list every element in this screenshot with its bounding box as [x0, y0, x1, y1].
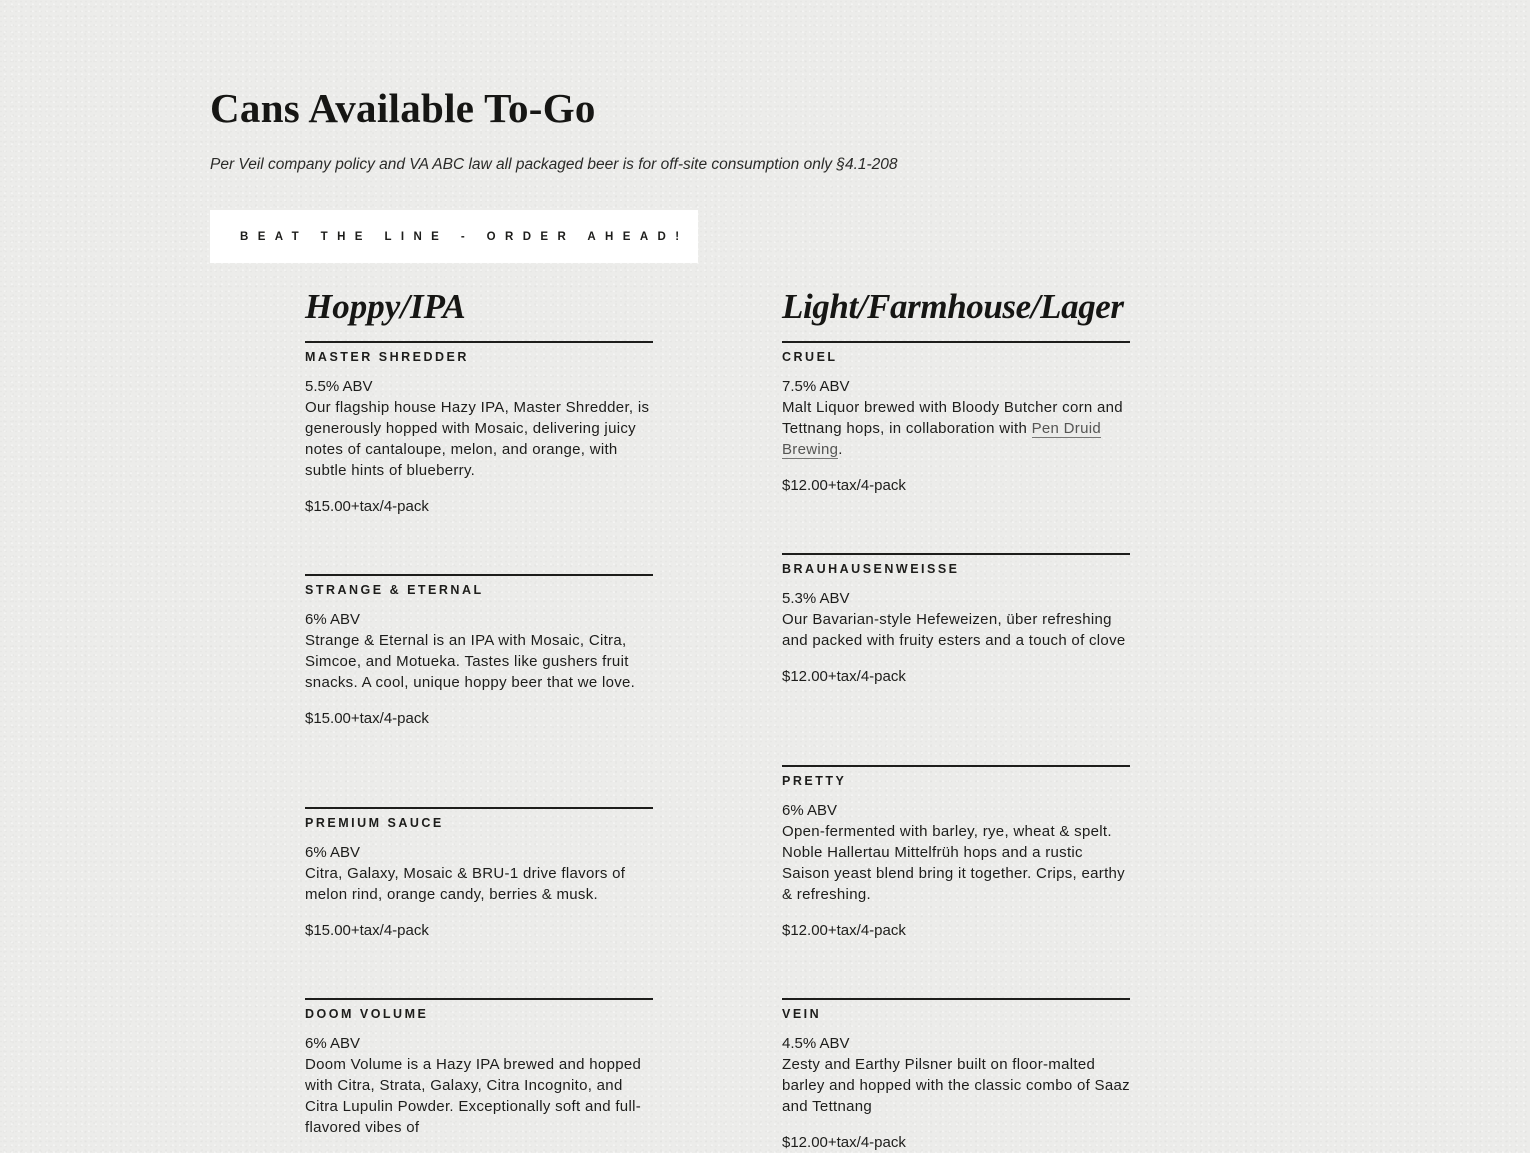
column-heading: Hoppy/IPA [305, 287, 466, 326]
column-heading: Light/Farmhouse/Lager [782, 287, 1124, 326]
beer-price: $12.00+tax/4-pack [782, 477, 906, 494]
beer-description-text: Malt Liquor brewed with Bloody Butcher corn and Tettnang hops, in collaboration with [782, 399, 1123, 437]
beer-item [305, 807, 653, 998]
beer-description: Our Bavarian-style Hefeweizen, über refreshing and packed with fruity esters and a touch of clove [782, 611, 1126, 649]
beer-item [305, 341, 653, 574]
beer-abv: 6% ABV [305, 844, 361, 861]
beer-description: Strange & Eternal is an IPA with Mosaic, Citra, Simcoe, and Motueka. Tastes like gushers fruit snacks. A cool, unique hoppy beer that we love. [305, 632, 636, 691]
collaborator-link[interactable]: Pen Druid Brewing [782, 420, 1101, 458]
beer-name: PRETTY [782, 774, 847, 788]
beer-price: $12.00+tax/4-pack [782, 922, 906, 939]
hoppy-ipa-column [305, 280, 653, 1138]
beer-abv: 7.5% ABV [782, 378, 850, 395]
beer-price: $15.00+tax/4-pack [305, 710, 429, 727]
beer-name: MASTER SHREDDER [305, 350, 469, 364]
beer-abv: 6% ABV [782, 802, 838, 819]
beer-price: $15.00+tax/4-pack [305, 922, 429, 939]
beer-name: BRAUHAUSENWEISSE [782, 562, 960, 576]
beer-item [305, 574, 653, 807]
beer-name: STRANGE & ETERNAL [305, 583, 484, 597]
beer-item [305, 998, 653, 1138]
beer-price: $12.00+tax/4-pack [782, 668, 906, 685]
beer-item [782, 998, 1130, 1153]
beer-item [782, 765, 1130, 998]
beer-name: VEIN [782, 1007, 822, 1021]
beer-name: CRUEL [782, 350, 838, 364]
beer-description: Open-fermented with barley, rye, wheat & spelt. Noble Hallertau Mittelfrüh hops and a rustic Saison yeast blend bring it together. Crips, earthy & refreshing. [782, 823, 1125, 903]
beer-item [782, 341, 1130, 553]
beer-description-end: . [838, 441, 843, 458]
page-title: Cans Available To-Go [210, 85, 596, 131]
beer-description [782, 397, 1130, 460]
beer-price: $12.00+tax/4-pack [782, 1134, 906, 1151]
beer-price: $15.00+tax/4-pack [305, 498, 429, 515]
beer-name: DOOM VOLUME [305, 1007, 429, 1021]
beer-description: Zesty and Earthy Pilsner built on floor-malted barley and hopped with the classic combo of Saaz and Tettnang [782, 1056, 1130, 1115]
beer-description: Our flagship house Hazy IPA, Master Shredder, is generously hopped with Mosaic, delivering juicy notes of cantaloupe, melon, and orange, with subtle hints of blueberry. [305, 399, 650, 479]
beer-name: PREMIUM SAUCE [305, 816, 444, 830]
consumption-policy-note: Per Veil company policy and VA ABC law all packaged beer is for off-site consumption only §4.1-208 [210, 156, 898, 173]
beer-abv: 6% ABV [305, 611, 361, 628]
beer-abv: 6% ABV [305, 1035, 361, 1052]
beer-abv: 4.5% ABV [782, 1035, 850, 1052]
beer-description: Doom Volume is a Hazy IPA brewed and hopped with Citra, Strata, Galaxy, Citra Incognito, and Citra Lupulin Powder. Exceptionally soft and full-flavored vibes of [305, 1056, 642, 1136]
beer-abv: 5.5% ABV [305, 378, 373, 395]
light-farmhouse-lager-column [782, 280, 1130, 1153]
order-ahead-button[interactable]: BEAT THE LINE - ORDER AHEAD! [210, 210, 698, 263]
beer-description: Citra, Galaxy, Mosaic & BRU-1 drive flavors of melon rind, orange candy, berries & musk. [305, 865, 626, 903]
beer-item [782, 553, 1130, 765]
beer-abv: 5.3% ABV [782, 590, 850, 607]
